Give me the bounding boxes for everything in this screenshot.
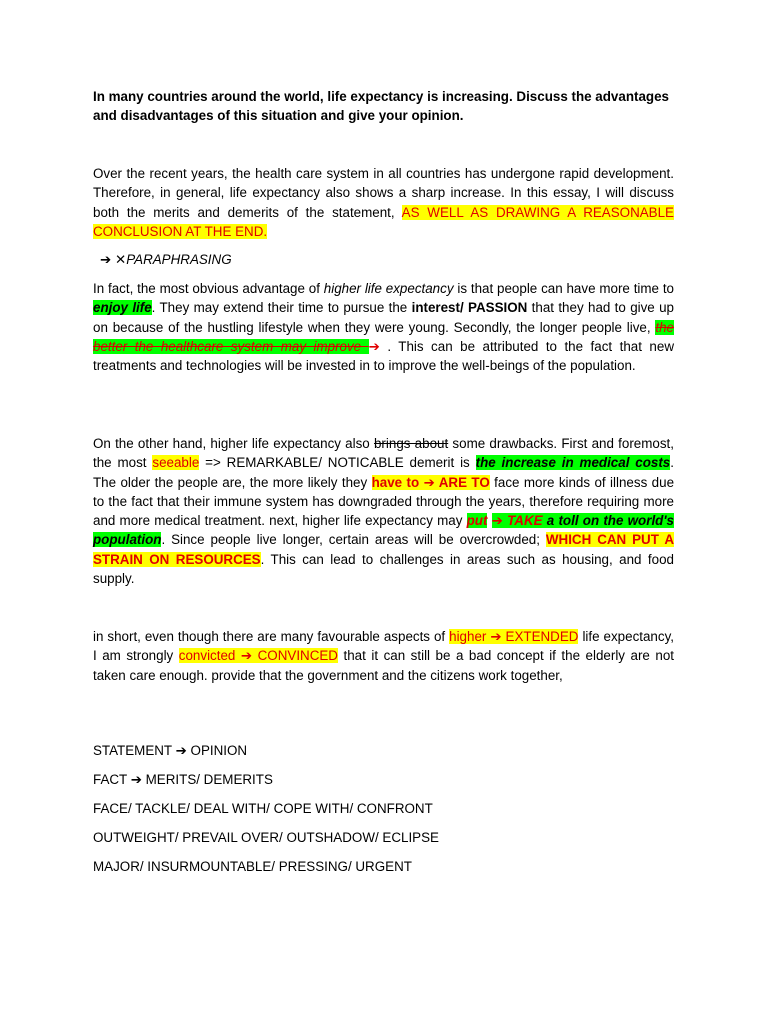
p3-highlight-medical-costs: the increase in medical costs	[475, 455, 671, 471]
cross-icon: ✕	[114, 252, 127, 267]
paragraph-disadvantages	[93, 434, 674, 588]
essay-prompt: In many countries around the world, life expectancy is increasing. Discuss the advantages and disadvantages of this situation and give your opinion.	[93, 89, 669, 124]
vocab-term: MERITS/ DEMERITS	[141, 772, 273, 787]
vocab-term: OUTWEIGHT/ PREVAIL OVER/ OUTSHADOW/ ECLIPSE	[93, 830, 439, 845]
p3-highlight-take: TAKE	[502, 513, 543, 529]
p2-text-1: In fact, the most obvious advantage of	[93, 281, 324, 296]
p4-text-3: that it can still be a bad concept if the elderly are not taken care enough. provide that the government and the citizens work together,	[93, 648, 674, 683]
p4-highlight-extended: EXTENDED	[501, 629, 579, 644]
arrow-right-icon: ➔	[491, 513, 503, 529]
arrow-right-icon: ➔	[175, 743, 187, 758]
paraphrasing-label: PARAPHRASING	[126, 252, 232, 267]
p3-text-8: . This can lead to challenges in areas such as housing, and food supply.	[93, 551, 674, 587]
vocab-line	[93, 857, 412, 876]
p3-highlight-put: put	[466, 513, 488, 529]
p3-struck-phrase: brings about	[373, 436, 449, 451]
p3-text-2: some drawbacks. First and foremost, the most	[93, 436, 674, 471]
vocab-term: OPINION	[186, 743, 248, 758]
p3-text-3: => REMARKABLE/ NOTICABLE demerit is	[199, 455, 476, 471]
p3-highlight-strain: WHICH CAN PUT A STRAIN ON RESOURCES	[93, 532, 674, 567]
vocab-line	[93, 741, 247, 760]
p3-text-7: . Since people live longer, certain areas will be overcrowded;	[161, 532, 546, 548]
vocab-term: STATEMENT	[93, 743, 176, 758]
arrow-right-icon: ➔	[368, 338, 380, 354]
vocab-line	[93, 799, 433, 818]
p2-italic-phrase: higher life expectancy	[323, 281, 454, 296]
p3-highlight-seeable: seeable	[152, 455, 200, 471]
p3-text-1: On the other hand, higher life expectancy also	[93, 436, 374, 451]
arrow-right-icon: ➔	[423, 474, 435, 490]
p3-text-5: face more kinds of illness due to the fact that their immune system has downgraded through the years, therefore requiring more and more medical treatment. next, higher life expectancy may	[93, 474, 675, 529]
paragraph-introduction	[93, 164, 674, 241]
intro-highlight: AS WELL AS DRAWING A REASONABLE CONCLUSION AT THE END.	[93, 204, 674, 239]
p4-highlight-convinced: CONVINCED	[252, 648, 338, 664]
arrow-right-icon: ➔	[490, 629, 502, 644]
p4-highlight-convicted: convicted	[178, 648, 241, 664]
p2-text-5: . This can be attributed to the fact that new treatments and technologies will be invested in to improve the well-beings of the population.	[93, 338, 675, 374]
p4-highlight-higher: higher	[449, 629, 491, 644]
paragraph-advantages	[93, 279, 674, 375]
arrow-right-icon: ➔	[100, 252, 112, 267]
p3-highlight-toll: a toll on the world's population	[93, 513, 674, 548]
arrow-right-icon: ➔	[130, 772, 142, 787]
intro-text: Over the recent years, the health care system in all countries has undergone rapid development. Therefore, in general, life expectancy also shows a sharp increase. In this essay, I will discuss both the merits and demerits of the statement,	[93, 166, 674, 220]
paraphrasing-note	[100, 250, 681, 269]
vocab-term: FACE/ TACKLE/ DEAL WITH/ COPE WITH/ CONFRONT	[93, 801, 433, 816]
p2-bold-phrase: interest/ PASSION	[411, 300, 528, 316]
p2-text-3: . They may extend their time to pursue the	[151, 300, 412, 316]
p3-highlight-have-to: have to	[371, 474, 424, 490]
p2-text-2: is that people can have more time to	[453, 281, 674, 296]
p2-highlight-enjoy-life: enjoy life	[93, 300, 152, 316]
p2-text-4: that they had to give up on because of the hustling lifestyle when they were young. Secondly, the longer people live,	[93, 300, 674, 335]
p4-text-1: in short, even though there are many favourable aspects of	[93, 629, 450, 644]
vocab-line	[93, 770, 273, 789]
p3-text-4: . The older the people are, the more likely they	[93, 455, 674, 490]
p4-text-2: life expectancy, I am strongly	[93, 629, 674, 664]
p3-highlight-are-to: ARE TO	[434, 474, 490, 490]
paragraph-conclusion	[93, 627, 674, 685]
vocab-term: FACT	[93, 772, 131, 787]
arrow-right-icon: ➔	[240, 648, 253, 664]
vocab-line	[93, 828, 439, 847]
p2-struck-phrase: the better the healthcare system may improve	[93, 319, 674, 354]
vocab-term: MAJOR/ INSURMOUNTABLE/ PRESSING/ URGENT	[93, 859, 412, 874]
